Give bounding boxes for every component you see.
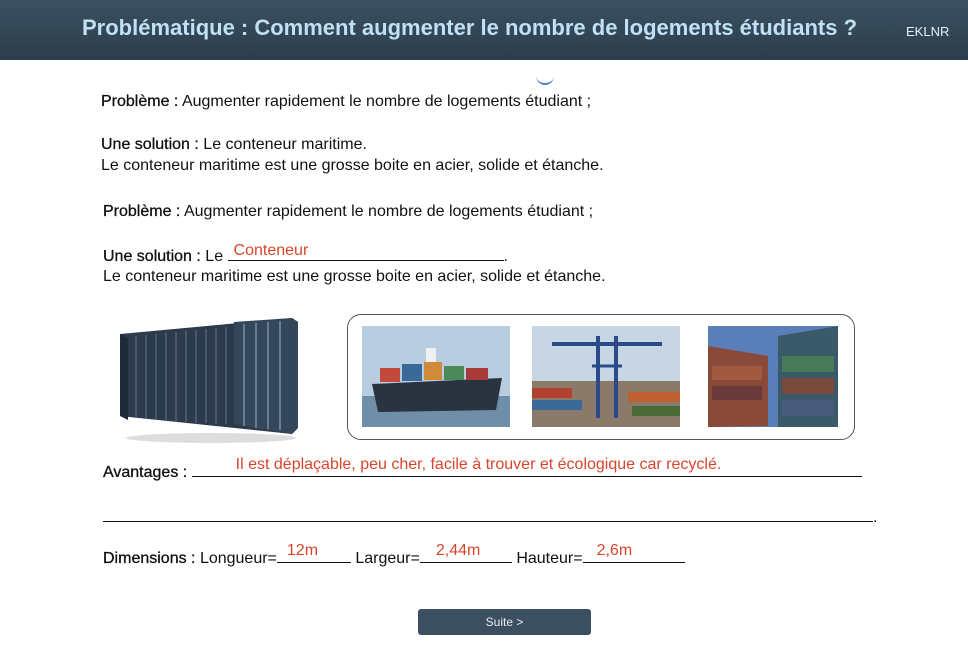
page-title: Problématique : Comment augmenter le nombre de logements étudiants ? [82,15,858,40]
advantages-continuation-line [103,507,877,527]
advantages-label: Avantages : [103,464,188,481]
problem-label: Problème : [101,93,179,110]
exercise-solution-label: Une solution : [103,248,201,265]
length-blank-field[interactable] [277,542,351,563]
problem-text: Augmenter rapidement le nombre de logements étudiant ; [181,93,592,110]
width-label: Largeur= [355,550,420,567]
length-answer: 12m [286,542,319,559]
height-label: Hauteur= [516,550,583,567]
cargo-ship-photo [362,326,510,427]
loading-spinner-icon [536,74,554,85]
advantages-line [103,456,862,482]
original-description: Le conteneur maritime est une grosse boite en acier, solide et étanche. [101,157,604,174]
solution-label: Une solution : [101,136,199,153]
session-code: EKLNR [906,24,950,39]
exercise-solution-prefix: Le [205,248,224,265]
height-answer: 2,6m [596,542,633,559]
port-crane-photo [532,326,680,427]
header-bar [0,0,968,60]
exercise-description: Le conteneur maritime est une grosse boite en acier, solide et étanche. [103,268,606,285]
next-button[interactable]: Suite > [418,609,591,635]
solution-text: Le conteneur maritime. [203,136,367,153]
advantages-answer: Il est déplaçable, peu cher, facile à trouver et écologique car recyclé. [235,456,722,473]
solution-answer: Conteneur [233,242,309,259]
advantages-blank-field-2[interactable] [103,507,873,522]
dimensions-label: Dimensions : [103,550,196,567]
solution-blank-field[interactable] [228,242,504,261]
exercise-problem-line [103,203,593,221]
container-stack-photo [708,326,856,427]
original-problem-line [101,93,591,111]
dimensions-line [103,542,685,568]
advantages-end: . [873,509,878,526]
original-solution-line [101,136,367,154]
photo-gallery [347,314,855,440]
exercise-problem-label: Problème : [103,203,181,220]
height-blank-field[interactable] [583,542,685,563]
solution-suffix: . [503,248,508,265]
width-blank-field[interactable] [420,542,512,563]
exercise-solution-line [103,242,508,266]
advantages-blank-field[interactable] [192,456,862,477]
exercise-problem-text: Augmenter rapidement le nombre de logements étudiant ; [183,203,594,220]
width-answer: 2,44m [435,542,481,559]
shipping-container-image [116,312,302,446]
length-label: Longueur= [199,550,277,567]
